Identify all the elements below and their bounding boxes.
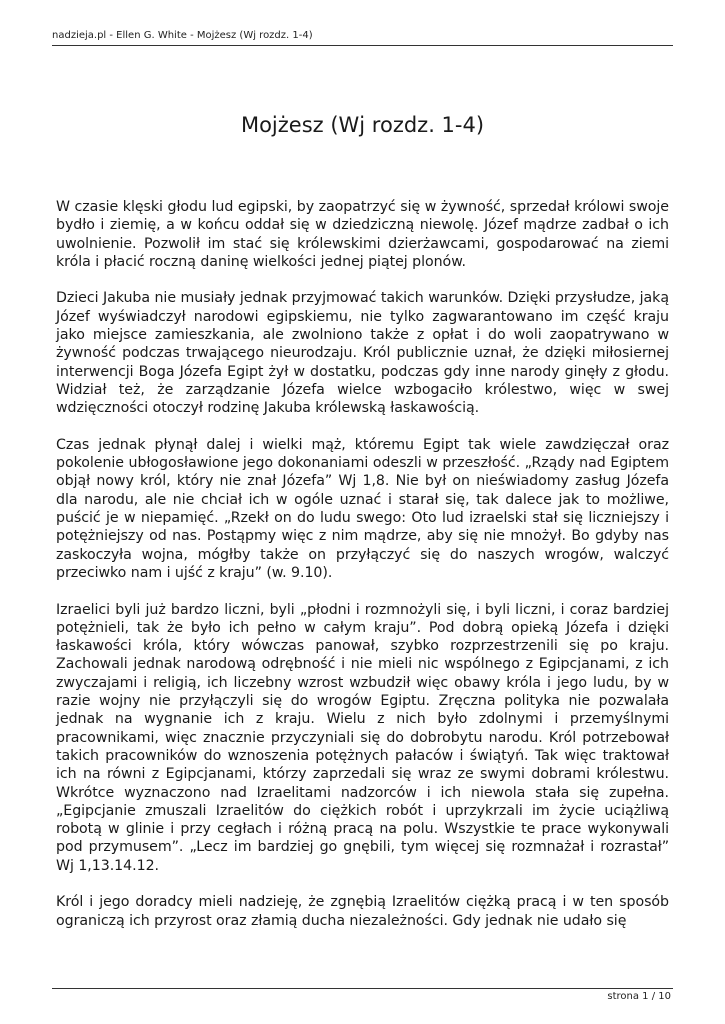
running-header: nadzieja.pl - Ellen G. White - Mojżesz (Wj rozdz. 1-4)	[52, 30, 313, 41]
footer-divider	[52, 988, 673, 989]
document-body	[56, 198, 669, 948]
paragraph-4: Izraelici byli już bardzo liczni, byli „płodni i rozmnożyli się, i byli liczni, i coraz bardziej potężnieli, tak że było ich pełno w całym kraju”. Pod dobrą opieką Józefa i dzięki łaskawości króla, który wówczas panował, szybko rozprzestrzenili się po kraju. Zachowali jednak narodową odrębność i nie mieli nic wspólnego z Egipcjanami, z ich zwyczajami i religią, ich liczebny wzrost wzbudził więc obawy króla i jego ludu, by w razie wojny nie przyłączyli się do wrogów Egiptu. Zręczna polityka nie pozwalała jednak na wygnanie ich z kraju. Wielu z nich było zdolnymi i przemyślnymi pracownikami, więc znacznie przyczyniali się do dobrobytu narodu. Król potrzebował takich pracowników do wznoszenia potężnych pałaców i świątyń. Tak więc traktował ich na równi z Egipcjanami, którzy zaprzedali się wraz ze swymi dobrami królestwu. Wkrótce wyznaczono nad Izraelitami nadzorców i ich niewola stała się zupełna. „Egipcjanie zmuszali Izraelitów do ciężkich robót i uprzykrzali im życie uciążliwą robotą w glinie i przy cegłach i różną pracą na polu. Wszystkie te prace wykonywali pod przymusem”. „Lecz im bardziej go gnębili, tym więcej się rozmnażał i rozrastał” Wj 1,13.14.12.	[56, 601, 669, 874]
paragraph-2: Dzieci Jakuba nie musiały jednak przyjmować takich warunków. Dzięki przysłudze, jaką Józef wyświadczył narodowi egipskiemu, nie tylko zagwarantowano im część kraju jako miejsce zamieszkania, ale zwolniono także z opłat i do woli zaopatrywano w żywność podczas trwającego nieurodzaju. Król publicznie uznał, że dzięki miłosiernej interwencji Boga Józefa Egipt żył w dostatku, podczas gdy inne narody ginęły z głodu. Widział też, że zarządzanie Józefa wielce wzbogaciło królestwo, więc w swej wdzięczności otoczył rodzinę Jakuba królewską łaskawością.	[56, 290, 669, 417]
page-number: strona 1 / 10	[607, 991, 671, 1002]
page-title: Mojżesz (Wj rozdz. 1-4)	[240, 113, 485, 137]
paragraph-1: W czasie klęski głodu lud egipski, by zaopatrzyć się w żywność, sprzedał królowi swoje bydło i ziemię, a w końcu oddał się w dziedziczną niewolę. Józef mądrze zadbał o ich uwolnienie. Pozwolił im stać się królewskimi dzierżawcami, gospodarować na ziemi króla i płacić roczną daninę wielkości jednej piątej plonów.	[56, 199, 669, 270]
paragraph-3: Czas jednak płynął dalej i wielki mąż, któremu Egipt tak wiele zawdzięczał oraz pokolenie ubłogosławione jego dokonaniami odeszli w przeszłość. „Rządy nad Egiptem objął nowy król, który nie znał Józefa” Wj 1,8. Nie był on nieświadomy zasług Józefa dla narodu, ale nie chciał ich w ogóle uznać i starał się, tak dalece jak to możliwe, puścić je w niepamięć. „Rzekł on do ludu swego: Oto lud izraelski stał się liczniejszy i potężniejszy od nas. Postąpmy więc z nim mądrze, aby się nie mnożył. Bo gdyby nas zaskoczyła wojna, mógłby także on przyłączyć się do naszych wrogów, walczyć przeciwko nam i ujść z kraju” (w. 9.10).	[56, 436, 669, 581]
paragraph-5: Król i jego doradcy mieli nadzieję, że zgnębią Izraelitów ciężką pracą i w ten sposób ograniczą ich przyrost oraz złamią ducha niezależności. Gdy jednak nie udało się	[56, 894, 669, 929]
